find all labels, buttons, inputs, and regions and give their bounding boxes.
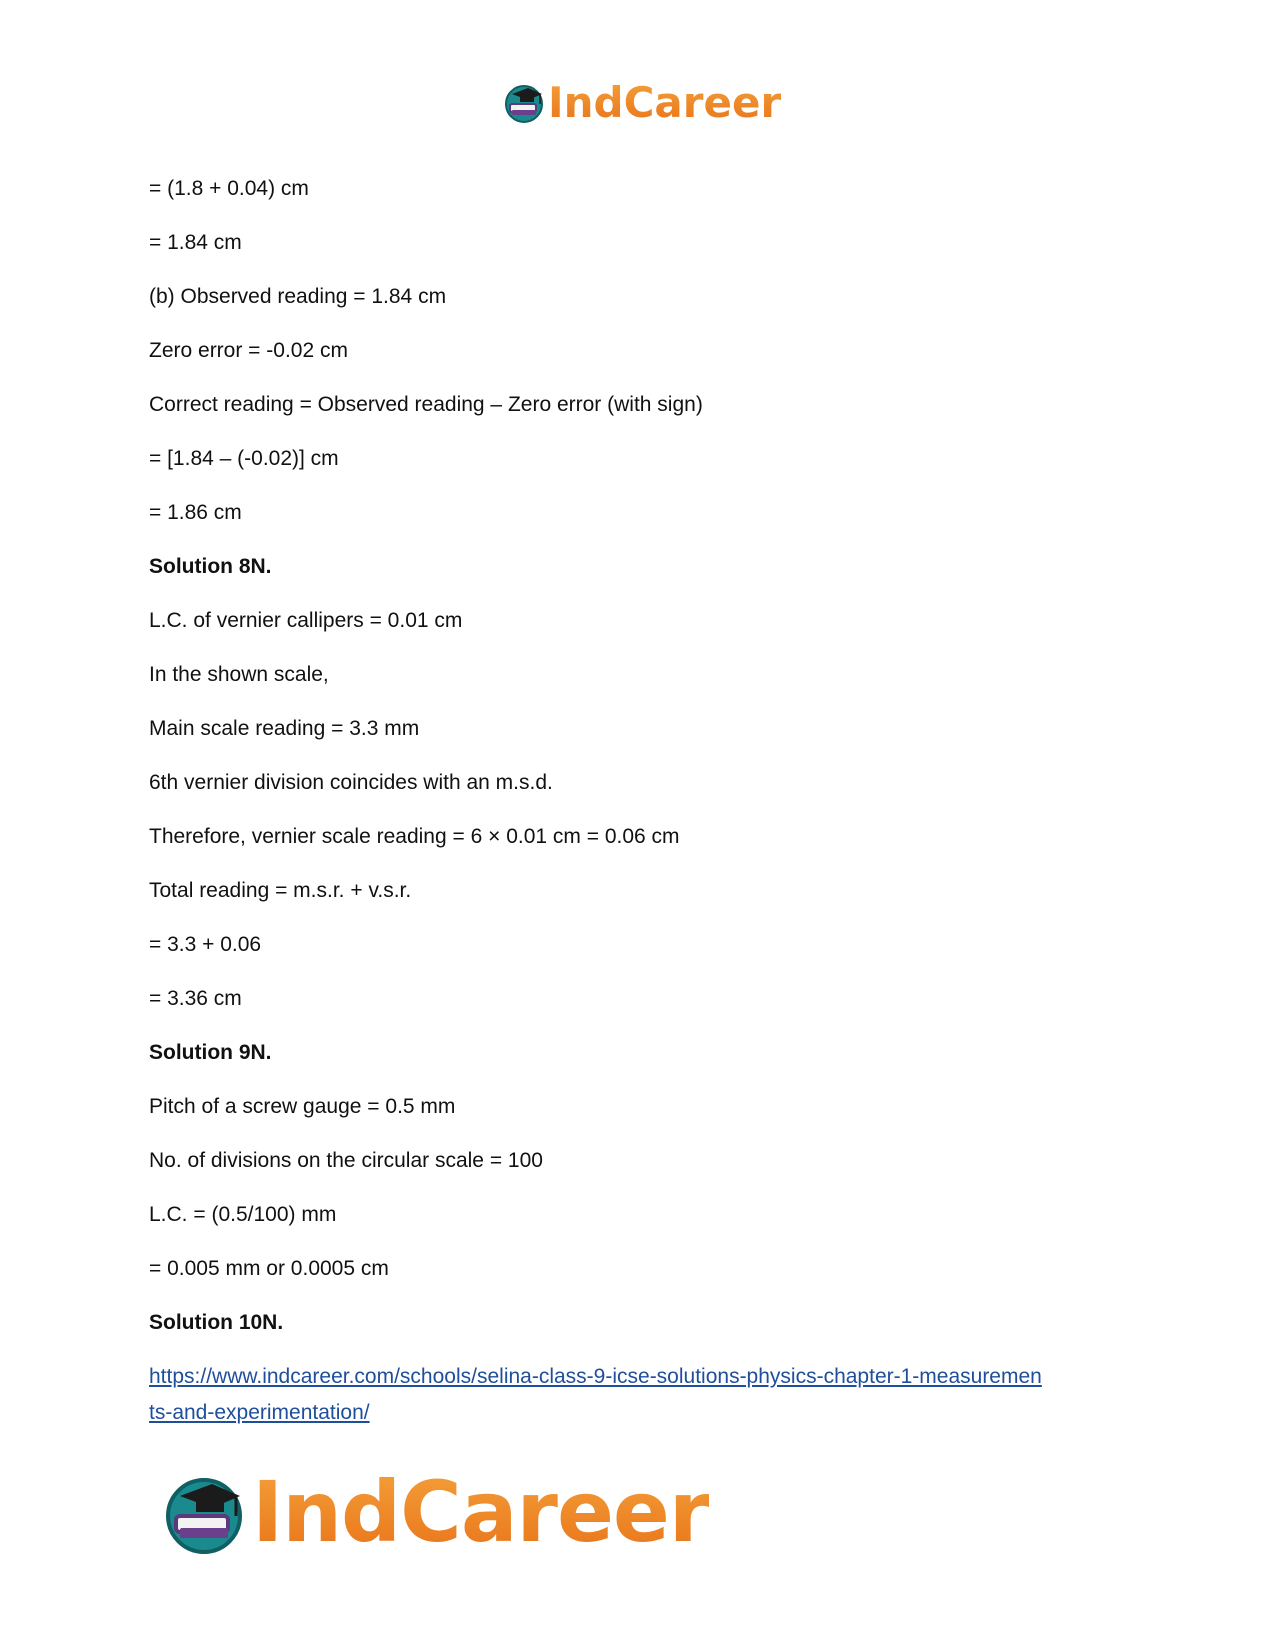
text-line: = 3.36 cm — [149, 987, 242, 1010]
text-line: 6th vernier division coincides with an m.s.d. — [149, 771, 553, 794]
solution-lines — [149, 176, 1129, 1336]
footer-logo — [160, 1462, 709, 1562]
text-line: = 1.86 cm — [149, 501, 242, 524]
text-line: L.C. = (0.5/100) mm — [149, 1203, 337, 1226]
text-line: Main scale reading = 3.3 mm — [149, 717, 420, 740]
document-body — [149, 176, 1129, 1431]
logo-text: IndCareer — [548, 77, 782, 127]
text-line: = [1.84 – (-0.02)] cm — [149, 447, 339, 470]
text-line: Correct reading = Observed reading – Zero error (with sign) — [149, 393, 703, 416]
text-line: No. of divisions on the circular scale = 100 — [149, 1149, 543, 1172]
solution-heading: Solution 8N. — [149, 555, 272, 578]
source-link-line-2: ts-and-experimentation/ — [149, 1401, 370, 1424]
text-line: Zero error = -0.02 cm — [149, 339, 348, 362]
solution-heading: Solution 9N. — [149, 1041, 272, 1064]
source-link-block — [149, 1359, 1129, 1431]
text-line: = (1.8 + 0.04) cm — [149, 177, 309, 200]
text-line: In the shown scale, — [149, 663, 329, 686]
text-line: Pitch of a screw gauge = 0.5 mm — [149, 1095, 456, 1118]
text-line: Therefore, vernier scale reading = 6 × 0.01 cm = 0.06 cm — [149, 825, 680, 848]
logo-text: IndCareer — [252, 1463, 710, 1561]
text-line: = 0.005 mm or 0.0005 cm — [149, 1257, 389, 1280]
text-line: L.C. of vernier callipers = 0.01 cm — [149, 609, 463, 632]
text-line: = 1.84 cm — [149, 231, 242, 254]
source-link[interactable] — [149, 1365, 1042, 1424]
text-line: = 3.3 + 0.06 — [149, 933, 262, 956]
text-line: Total reading = m.s.r. + v.s.r. — [149, 879, 412, 902]
graduation-cap-book-globe-icon — [502, 80, 546, 124]
solution-heading: Solution 10N. — [149, 1311, 284, 1334]
text-line: (b) Observed reading = 1.84 cm — [149, 285, 447, 308]
source-link-line-1: https://www.indcareer.com/schools/selina-class-9-icse-solutions-physics-chapter-1-measuremen — [149, 1365, 1042, 1388]
graduation-cap-book-globe-icon — [160, 1468, 248, 1556]
header-logo — [502, 78, 781, 126]
